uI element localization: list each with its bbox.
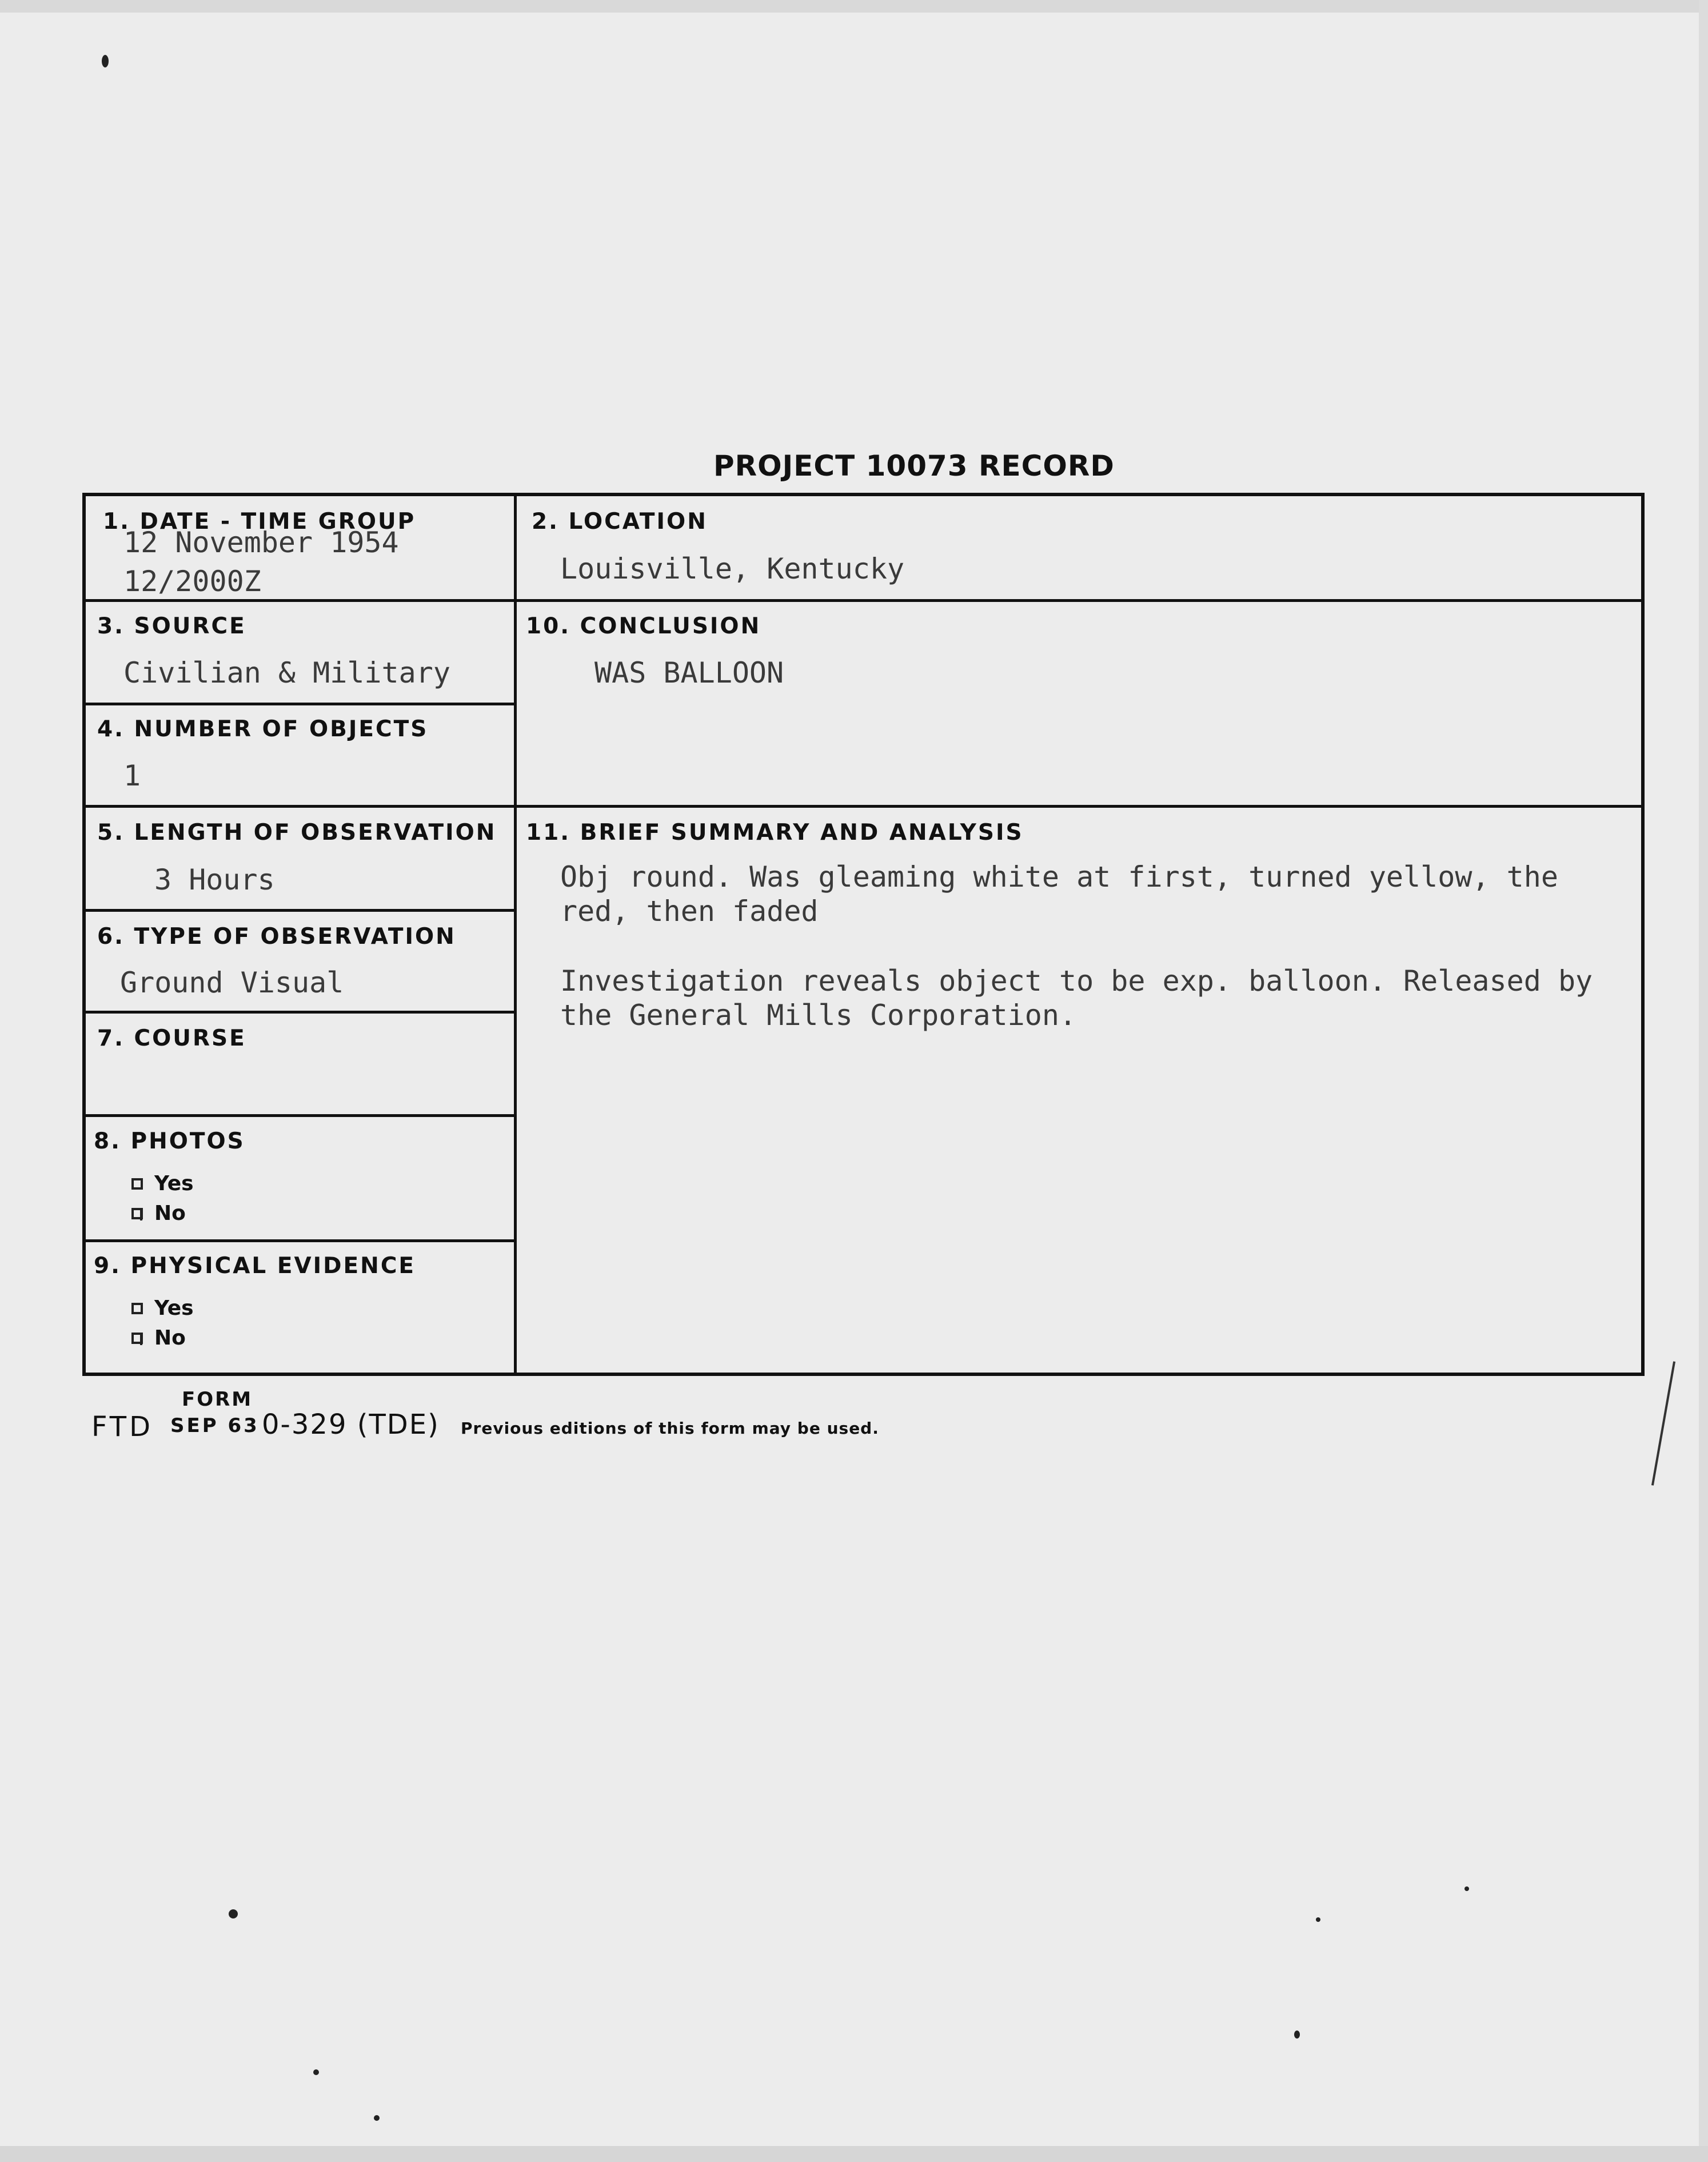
- row-divider: [86, 1011, 514, 1014]
- summary-paragraph-2: Investigation reveals object to be exp. balloon. Released by the General Mills Corporation.: [560, 964, 1593, 1032]
- row-divider: [86, 805, 1642, 808]
- page-edge: [0, 2146, 1708, 2162]
- length-of-observation-label: 5. LENGTH OF OBSERVATION: [97, 820, 497, 845]
- footer-date-code: SEP 63: [170, 1414, 260, 1437]
- photos-yes-label: Yes: [154, 1172, 194, 1195]
- course-label: 7. COURSE: [97, 1026, 246, 1051]
- source-label: 3. SOURCE: [97, 613, 246, 639]
- type-of-observation-value: Ground Visual: [120, 966, 344, 999]
- location-value: Louisville, Kentucky: [560, 552, 905, 585]
- physical-evidence-label: 9. PHYSICAL EVIDENCE: [94, 1253, 416, 1279]
- footer-form-number: 0-329 (TDE): [262, 1409, 440, 1441]
- scan-speck: [374, 2115, 380, 2121]
- physical-evidence-yes-option: [131, 1297, 194, 1320]
- footer-note: Previous editions of this form may be used.: [461, 1419, 879, 1438]
- footer-ftd: FTD: [91, 1411, 154, 1443]
- summary-paragraph-1: Obj round. Was gleaming white at first, turned yellow, the red, then faded: [560, 860, 1558, 928]
- location-label: 2. LOCATION: [532, 509, 708, 534]
- source-value: Civilian & Military: [123, 656, 450, 689]
- summary-label: 11. BRIEF SUMMARY AND ANALYSIS: [526, 820, 1024, 845]
- row-divider: [86, 909, 514, 912]
- scan-speck: [229, 1909, 238, 1918]
- record-form: [82, 493, 1645, 1376]
- column-divider: [514, 496, 517, 1374]
- photos-yes-option: [131, 1172, 194, 1195]
- scan-speck: [102, 55, 109, 67]
- pen-stroke-mark: [1651, 1361, 1675, 1485]
- checked-checkbox-icon: [131, 1333, 143, 1344]
- row-divider: [86, 703, 514, 705]
- checkbox-icon: [131, 1303, 143, 1314]
- photos-no-label: No: [154, 1202, 186, 1225]
- page-edge: [0, 0, 1708, 13]
- footer-form-label: FORM: [182, 1388, 253, 1411]
- scan-speck: [1464, 1886, 1469, 1891]
- scan-speck: [1294, 2031, 1300, 2039]
- type-of-observation-label: 6. TYPE OF OBSERVATION: [97, 924, 456, 950]
- row-divider: [86, 1239, 514, 1242]
- physical-evidence-no-option: [131, 1326, 186, 1350]
- scan-speck: [313, 2069, 319, 2075]
- physical-evidence-no-label: No: [154, 1326, 186, 1350]
- date-time-label: 1. DATE - TIME GROUP: [103, 509, 416, 534]
- number-of-objects-value: 1: [123, 759, 141, 792]
- document-title: PROJECT 10073 RECORD: [713, 449, 1115, 482]
- checkbox-icon: [131, 1178, 143, 1190]
- photos-label: 8. PHOTOS: [94, 1128, 245, 1154]
- row-divider: [86, 1114, 514, 1117]
- length-of-observation-value: 3 Hours: [154, 863, 275, 896]
- physical-evidence-yes-label: Yes: [154, 1297, 194, 1320]
- scan-speck: [1316, 1917, 1320, 1922]
- conclusion-value: WAS BALLOON: [594, 656, 784, 689]
- checked-checkbox-icon: [131, 1208, 143, 1219]
- row-divider: [86, 599, 1642, 602]
- time-value: 12/2000Z: [123, 565, 261, 598]
- number-of-objects-label: 4. NUMBER OF OBJECTS: [97, 716, 429, 742]
- page-edge: [1699, 0, 1708, 2162]
- conclusion-label: 10. CONCLUSION: [526, 613, 761, 639]
- date-value: 12 November 1954: [123, 526, 399, 559]
- photos-no-option: [131, 1202, 186, 1225]
